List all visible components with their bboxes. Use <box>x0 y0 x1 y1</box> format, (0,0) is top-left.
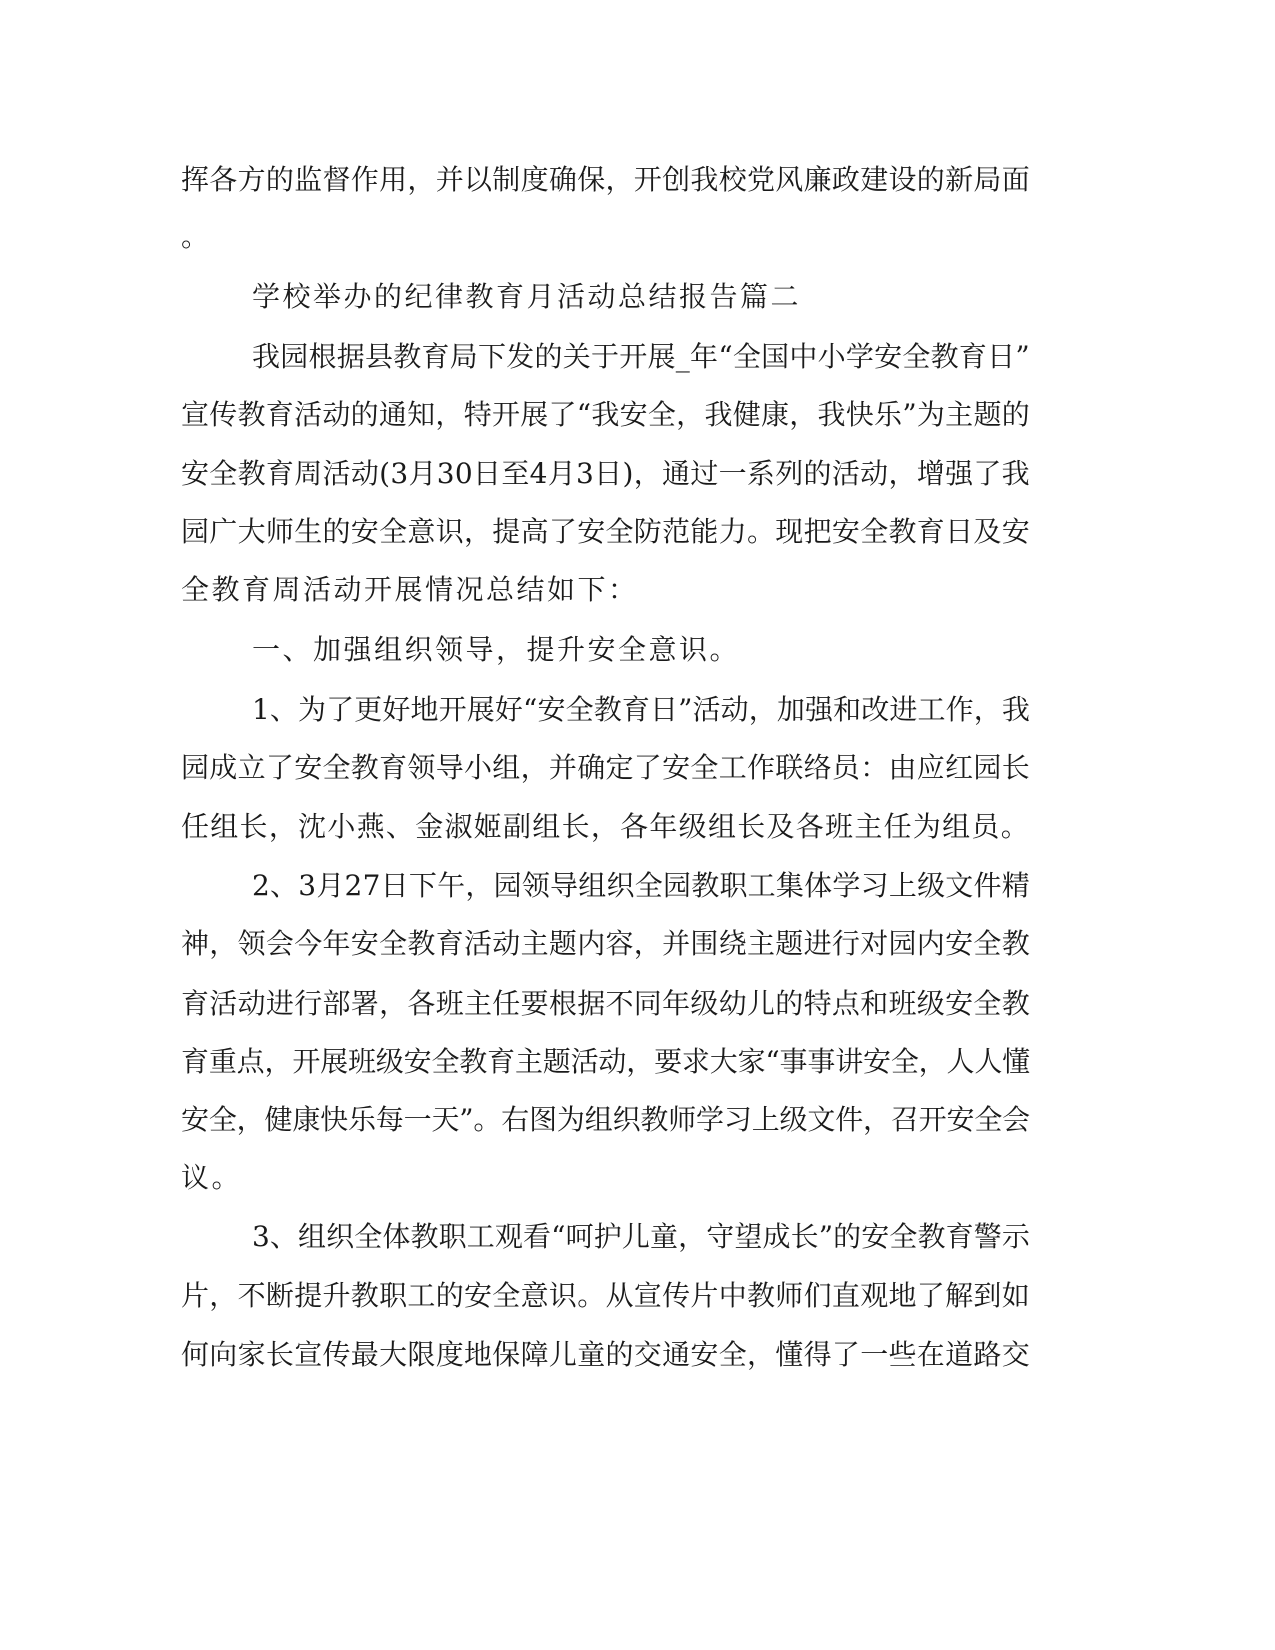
text-line: 园成立了安全教育领导小组，并确定了安全工作联络员：由应红园长 <box>181 751 1030 784</box>
text-line: 我园根据县教育局下发的关于开展_年“全国中小学安全教育日” <box>252 340 1030 373</box>
text-line: 。 <box>181 220 212 253</box>
text-line: 安全教育周活动(3月30日至4月3日)，通过一系列的活动，增强了我 <box>181 457 1030 490</box>
text-line: 宣传教育活动的通知，特开展了“我安全，我健康，我快乐”为主题的 <box>181 398 1030 431</box>
text-line: 任组长，沈小燕、金淑姬副组长，各年级组长及各班主任为组员。 <box>181 810 1030 843</box>
text-line: 3、组织全体教职工观看“呵护儿童，守望成长”的安全教育警示 <box>252 1220 1030 1253</box>
text-line: 2、3月27日下午，园领导组织全园教职工集体学习上级文件精 <box>252 869 1030 902</box>
text-line: 议。 <box>181 1161 243 1194</box>
text-line: 1、为了更好地开展好“安全教育日”活动，加强和改进工作，我 <box>252 693 1030 726</box>
text-line: 园广大师生的安全意识，提高了安全防范能力。现把安全教育日及安 <box>181 515 1030 548</box>
section-heading: 学校举办的纪律教育月活动总结报告篇二 <box>252 280 802 313</box>
text-line: 育重点，开展班级安全教育主题活动，要求大家“事事讲安全，人人懂 <box>181 1045 1030 1078</box>
text-line: 何向家长宣传最大限度地保障儿童的交通安全，懂得了一些在道路交 <box>181 1338 1030 1371</box>
text-line: 安全，健康快乐每一天”。右图为组织教师学习上级文件，召开安全会 <box>181 1103 1030 1136</box>
text-line: 育活动进行部署，各班主任要根据不同年级幼儿的特点和班级安全教 <box>181 987 1030 1020</box>
text-line: 挥各方的监督作用，并以制度确保，开创我校党风廉政建设的新局面 <box>181 163 1030 196</box>
text-line: 全教育周活动开展情况总结如下： <box>181 573 639 606</box>
text-line: 神，领会今年安全教育活动主题内容，并围绕主题进行对园内安全教 <box>181 927 1030 960</box>
text-line: 片，不断提升教职工的安全意识。从宣传片中教师们直观地了解到如 <box>181 1279 1030 1312</box>
subsection-heading: 一、加强组织领导，提升安全意识。 <box>252 633 741 666</box>
